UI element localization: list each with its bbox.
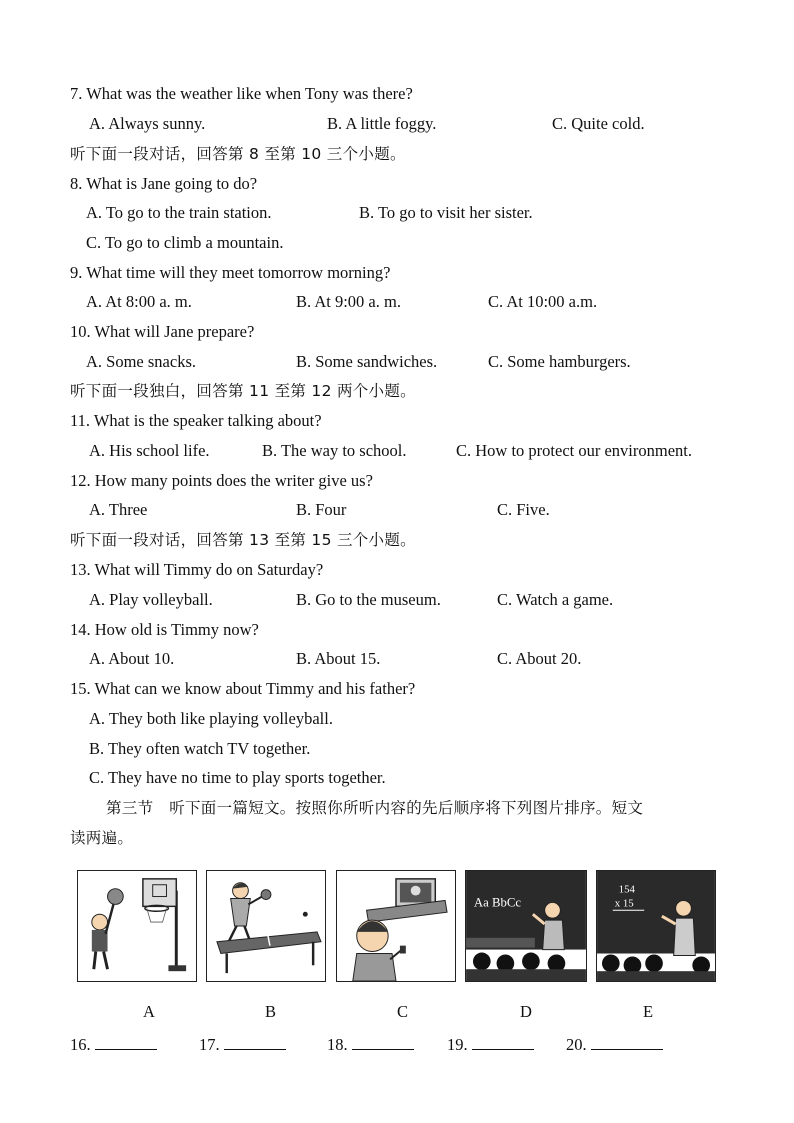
option-13c: C. Watch a game. bbox=[497, 590, 614, 609]
answer-blank-19[interactable] bbox=[447, 1033, 534, 1055]
option-9b: B. At 9:00 a. m. bbox=[296, 292, 401, 311]
instruction-11-12: 听下面一段独白，回答第 11 至第 12 两个小题。 bbox=[70, 382, 416, 400]
picture-c-watching-tv bbox=[336, 870, 456, 982]
blank-line[interactable] bbox=[224, 1033, 286, 1050]
option-8b: B. To go to visit her sister. bbox=[359, 203, 533, 222]
option-11c: C. How to protect our environment. bbox=[456, 441, 692, 460]
question-13: 13. What will Timmy do on Saturday? bbox=[70, 560, 324, 579]
answer-blank-18[interactable] bbox=[327, 1033, 414, 1055]
option-15b: B. They often watch TV together. bbox=[89, 739, 311, 758]
blank-number: 18. bbox=[327, 1035, 348, 1054]
option-15c: C. They have no time to play sports together. bbox=[89, 768, 386, 787]
answer-blank-20[interactable] bbox=[566, 1033, 663, 1055]
option-7c: C. Quite cold. bbox=[552, 114, 645, 133]
option-12b: B. Four bbox=[296, 500, 347, 519]
answer-blank-17[interactable] bbox=[199, 1033, 286, 1055]
option-8a: A. To go to the train station. bbox=[86, 203, 272, 222]
option-12a: A. Three bbox=[89, 500, 148, 519]
picture-label-b: B bbox=[265, 1002, 277, 1021]
option-7b: B. A little foggy. bbox=[327, 114, 437, 133]
question-14: 14. How old is Timmy now? bbox=[70, 620, 259, 639]
question-7: 7. What was the weather like when Tony was there? bbox=[70, 84, 413, 103]
board-number: 154 bbox=[618, 883, 635, 896]
option-9a: A. At 8:00 a. m. bbox=[86, 292, 192, 311]
option-12c: C. Five. bbox=[497, 500, 550, 519]
blank-number: 19. bbox=[447, 1035, 468, 1054]
option-8c: C. To go to climb a mountain. bbox=[86, 233, 284, 252]
option-14c: C. About 20. bbox=[497, 649, 582, 668]
picture-e-math-class bbox=[596, 870, 716, 982]
option-11b: B. The way to school. bbox=[262, 441, 407, 460]
picture-d-classroom bbox=[465, 870, 587, 982]
question-8: 8. What is Jane going to do? bbox=[70, 174, 258, 193]
section3-instruction: 第三节 听下面一篇短文。按照你所听内容的先后顺序将下列图片排序。短文 bbox=[106, 799, 644, 817]
option-13b: B. Go to the museum. bbox=[296, 590, 441, 609]
option-11a: A. His school life. bbox=[89, 441, 210, 460]
option-13a: A. Play volleyball. bbox=[89, 590, 213, 609]
blank-number: 20. bbox=[566, 1035, 587, 1054]
question-12: 12. How many points does the writer give us? bbox=[70, 471, 373, 490]
classroom-illustration bbox=[466, 871, 586, 981]
picture-b-ping-pong bbox=[206, 870, 326, 982]
ping-pong-illustration bbox=[207, 871, 325, 981]
question-15: 15. What can we know about Timmy and his father? bbox=[70, 679, 416, 698]
blank-line[interactable] bbox=[95, 1033, 157, 1050]
watching-tv-illustration bbox=[337, 871, 455, 981]
blank-number: 17. bbox=[199, 1035, 220, 1054]
instruction-8-10: 听下面一段对话，回答第 8 至第 10 三个小题。 bbox=[70, 145, 406, 163]
option-10a: A. Some snacks. bbox=[86, 352, 196, 371]
option-10c: C. Some hamburgers. bbox=[488, 352, 631, 371]
question-10: 10. What will Jane prepare? bbox=[70, 322, 255, 341]
blank-line[interactable] bbox=[472, 1033, 534, 1050]
picture-label-c: C bbox=[397, 1002, 409, 1021]
blank-number: 16. bbox=[70, 1035, 91, 1054]
option-15a: A. They both like playing volleyball. bbox=[89, 709, 333, 728]
answer-blank-16[interactable] bbox=[70, 1033, 157, 1055]
board-multiplier: x 15 bbox=[614, 897, 634, 910]
board-text: Aa BbCc bbox=[473, 895, 522, 910]
picture-label-a: A bbox=[143, 1002, 155, 1021]
option-14a: A. About 10. bbox=[89, 649, 175, 668]
instruction-13-15: 听下面一段对话，回答第 13 至第 15 三个小题。 bbox=[70, 531, 416, 549]
section3-instruction-cont: 读两遍。 bbox=[70, 829, 134, 847]
option-14b: B. About 15. bbox=[296, 649, 381, 668]
option-7a: A. Always sunny. bbox=[89, 114, 206, 133]
question-9: 9. What time will they meet tomorrow morning? bbox=[70, 263, 391, 282]
picture-label-d: D bbox=[520, 1002, 532, 1021]
basketball-illustration bbox=[78, 871, 196, 981]
blank-line[interactable] bbox=[352, 1033, 414, 1050]
option-10b: B. Some sandwiches. bbox=[296, 352, 438, 371]
question-11: 11. What is the speaker talking about? bbox=[70, 411, 322, 430]
picture-label-e: E bbox=[643, 1002, 654, 1021]
picture-a-basketball bbox=[77, 870, 197, 982]
math-class-illustration bbox=[597, 871, 715, 981]
option-9c: C. At 10:00 a.m. bbox=[488, 292, 598, 311]
blank-line[interactable] bbox=[591, 1033, 663, 1050]
